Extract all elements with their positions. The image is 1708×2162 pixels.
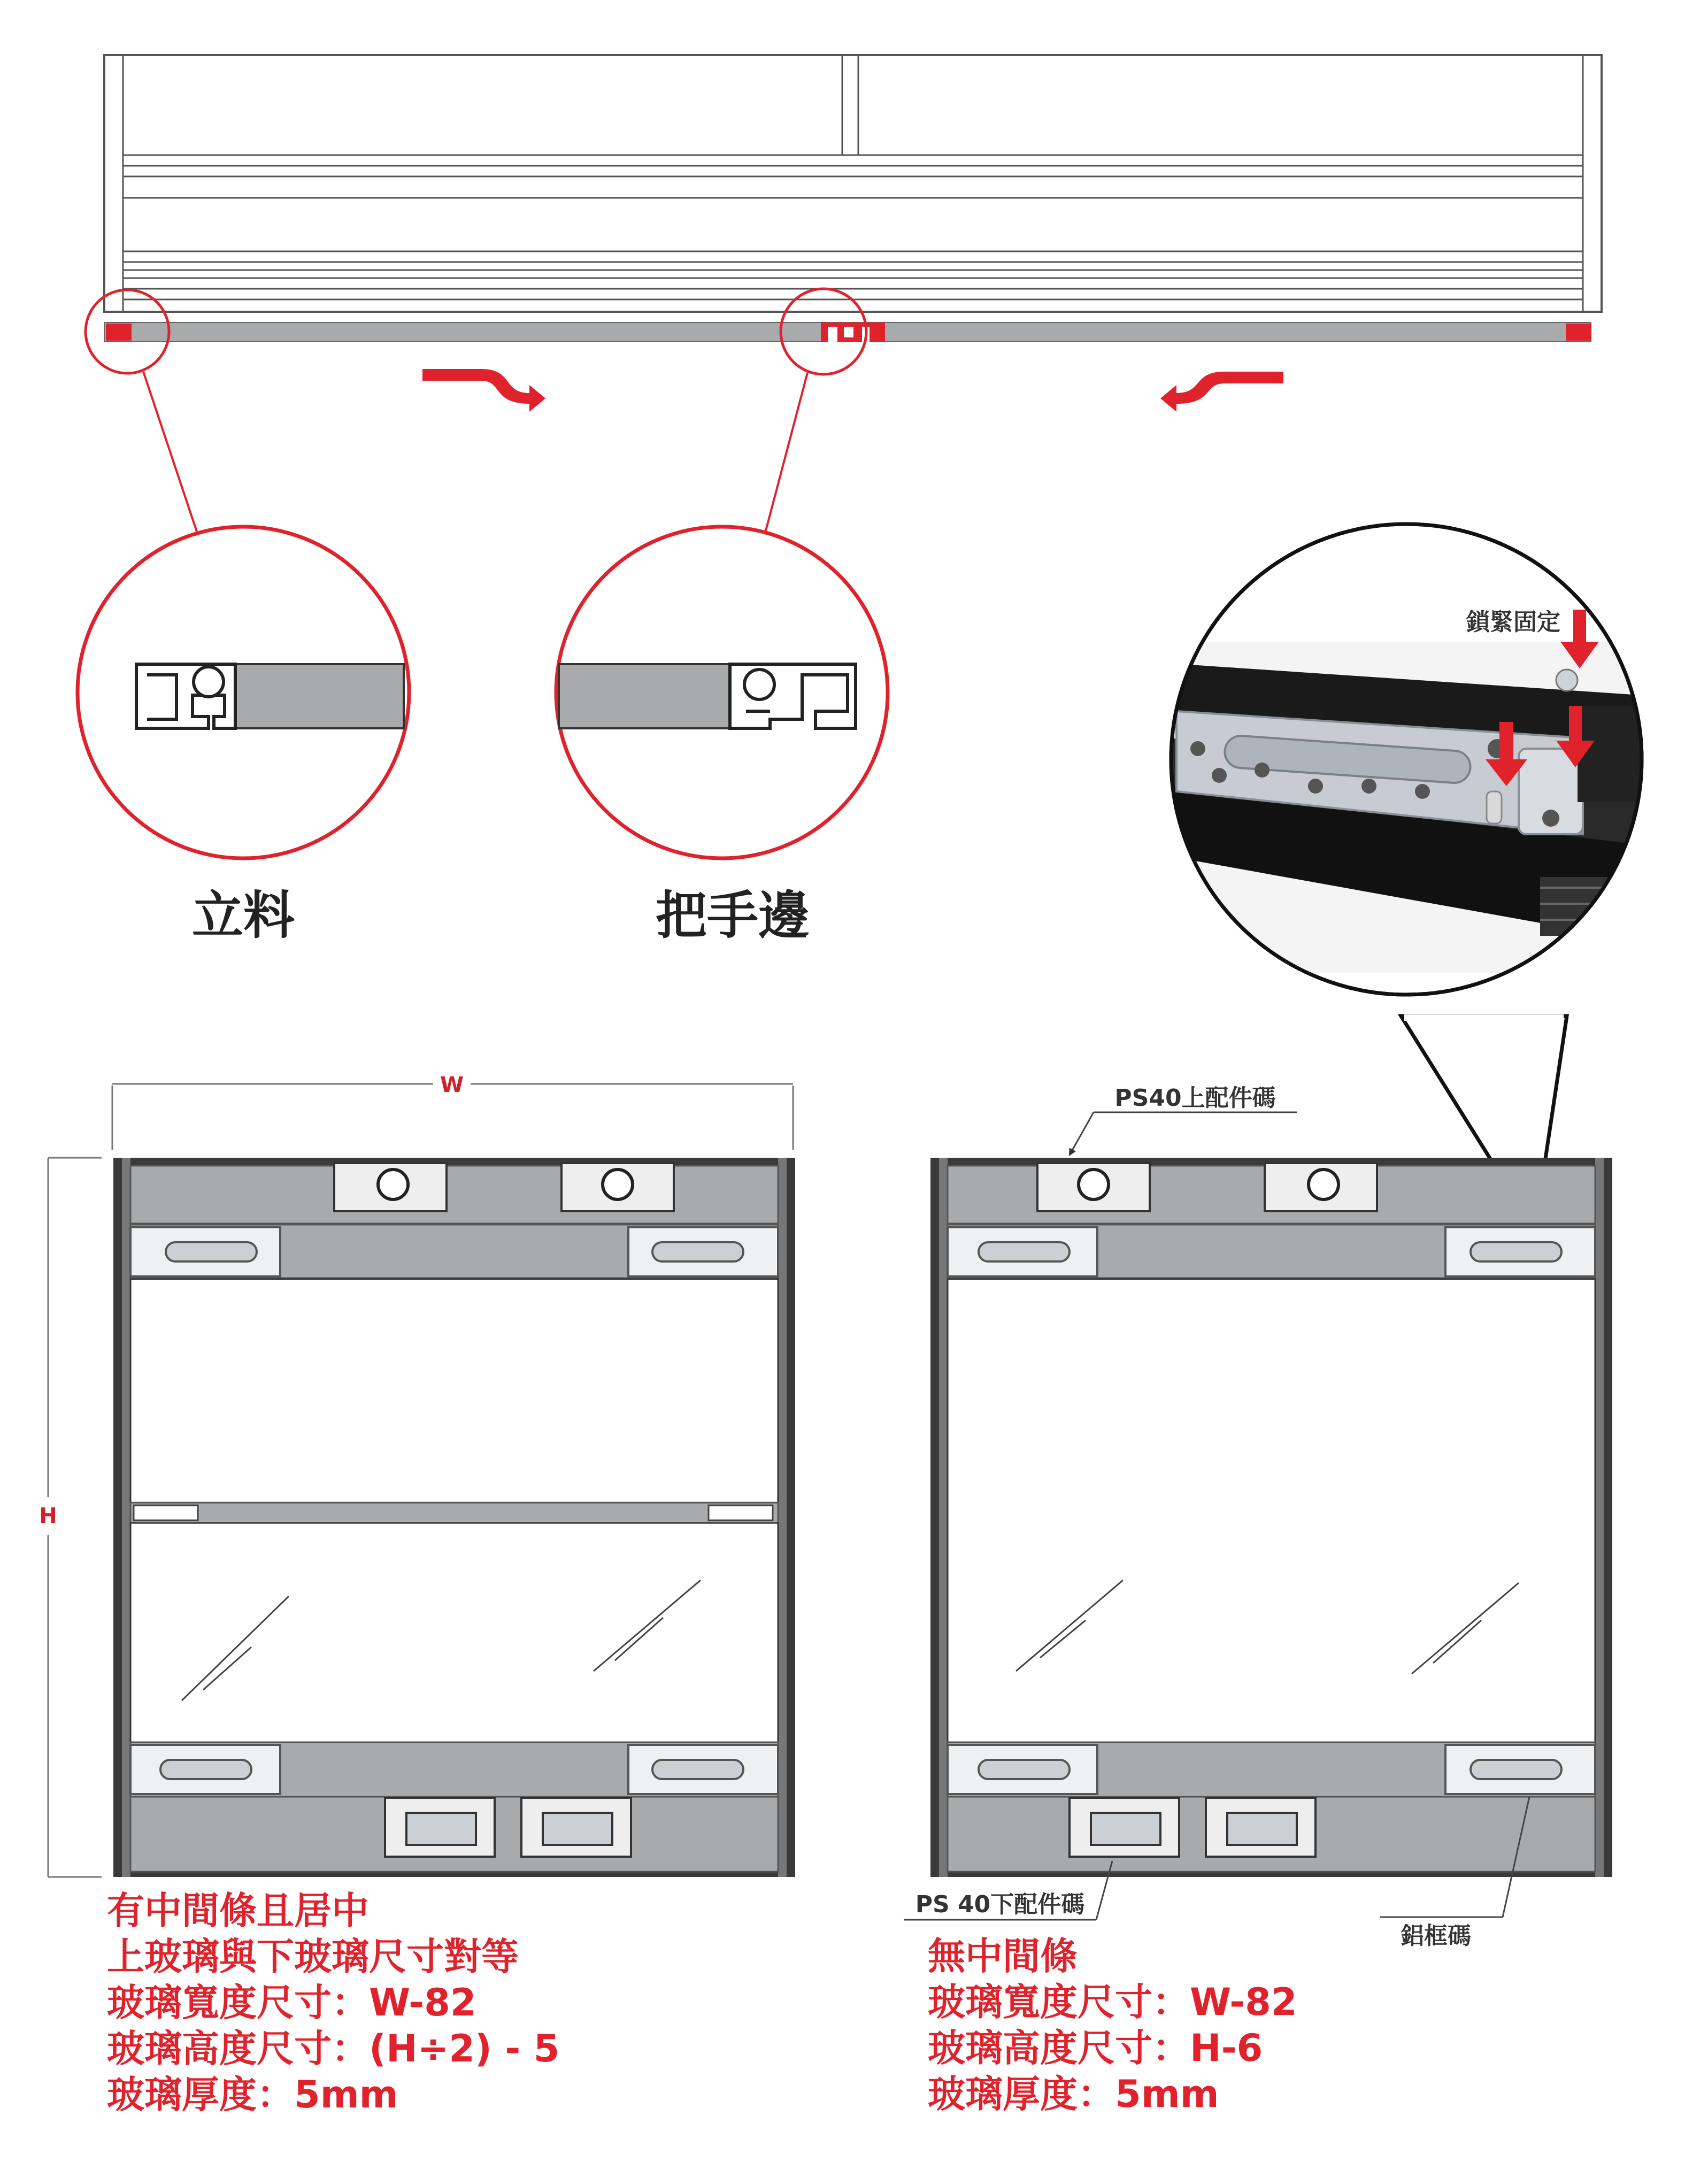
label-bottom-fitting-code: PS 40下配件碼: [915, 1891, 1085, 1918]
upper-glass-panel: [130, 1279, 778, 1503]
profile-marker-left: [106, 324, 132, 341]
left-door-panel: [104, 322, 890, 342]
note-line: 玻璃厚度：5mm: [107, 2073, 398, 2117]
note-line: 有中間條且居中: [107, 1889, 369, 1933]
note-line: 玻璃高度尺寸：H-6: [928, 2026, 1263, 2070]
zoom-handle-side: [556, 527, 888, 945]
note-line: 玻璃寬度尺寸：W-82: [107, 1981, 476, 2025]
label-frame-code: 鋁框碼: [1401, 1922, 1471, 1950]
label-profile: 立料: [192, 886, 295, 945]
front-view-no-middle-bar: [904, 1084, 1612, 1950]
lower-glass-panel: [130, 1523, 778, 1742]
width-mark: W: [440, 1073, 464, 1097]
note-line: 上玻璃與下玻璃尺寸對等: [107, 1935, 519, 1979]
notes-with-middle-bar: [107, 1888, 559, 2118]
zoom-profile: [78, 527, 409, 945]
note-line: 玻璃高度尺寸：(H÷2) - 5: [107, 2027, 560, 2071]
slide-right-arrow: [422, 369, 545, 412]
note-line: 無中間條: [928, 1934, 1078, 1978]
note-line: 玻璃寬度尺寸：W-82: [928, 1980, 1297, 2024]
cabinet-top-view: [86, 55, 1602, 535]
note-line: 玻璃厚度：5mm: [928, 2072, 1219, 2116]
right-door-panel: [882, 322, 1591, 342]
slide-left-arrow: [1160, 372, 1283, 412]
label-handle-side: 把手邊: [656, 886, 810, 945]
front-view-with-middle-bar: [39, 1073, 795, 1877]
label-lock-fix: 鎖緊固定: [1466, 609, 1560, 636]
zoom-lock-fix: [1166, 524, 1647, 1230]
notes-no-middle-bar: [928, 1933, 1297, 2117]
height-mark: H: [39, 1504, 57, 1528]
label-top-fitting-code: PS40上配件碼: [1114, 1084, 1276, 1112]
middle-bar: [130, 1503, 778, 1523]
single-glass-panel: [948, 1279, 1595, 1742]
profile-marker-right: [1566, 324, 1591, 341]
